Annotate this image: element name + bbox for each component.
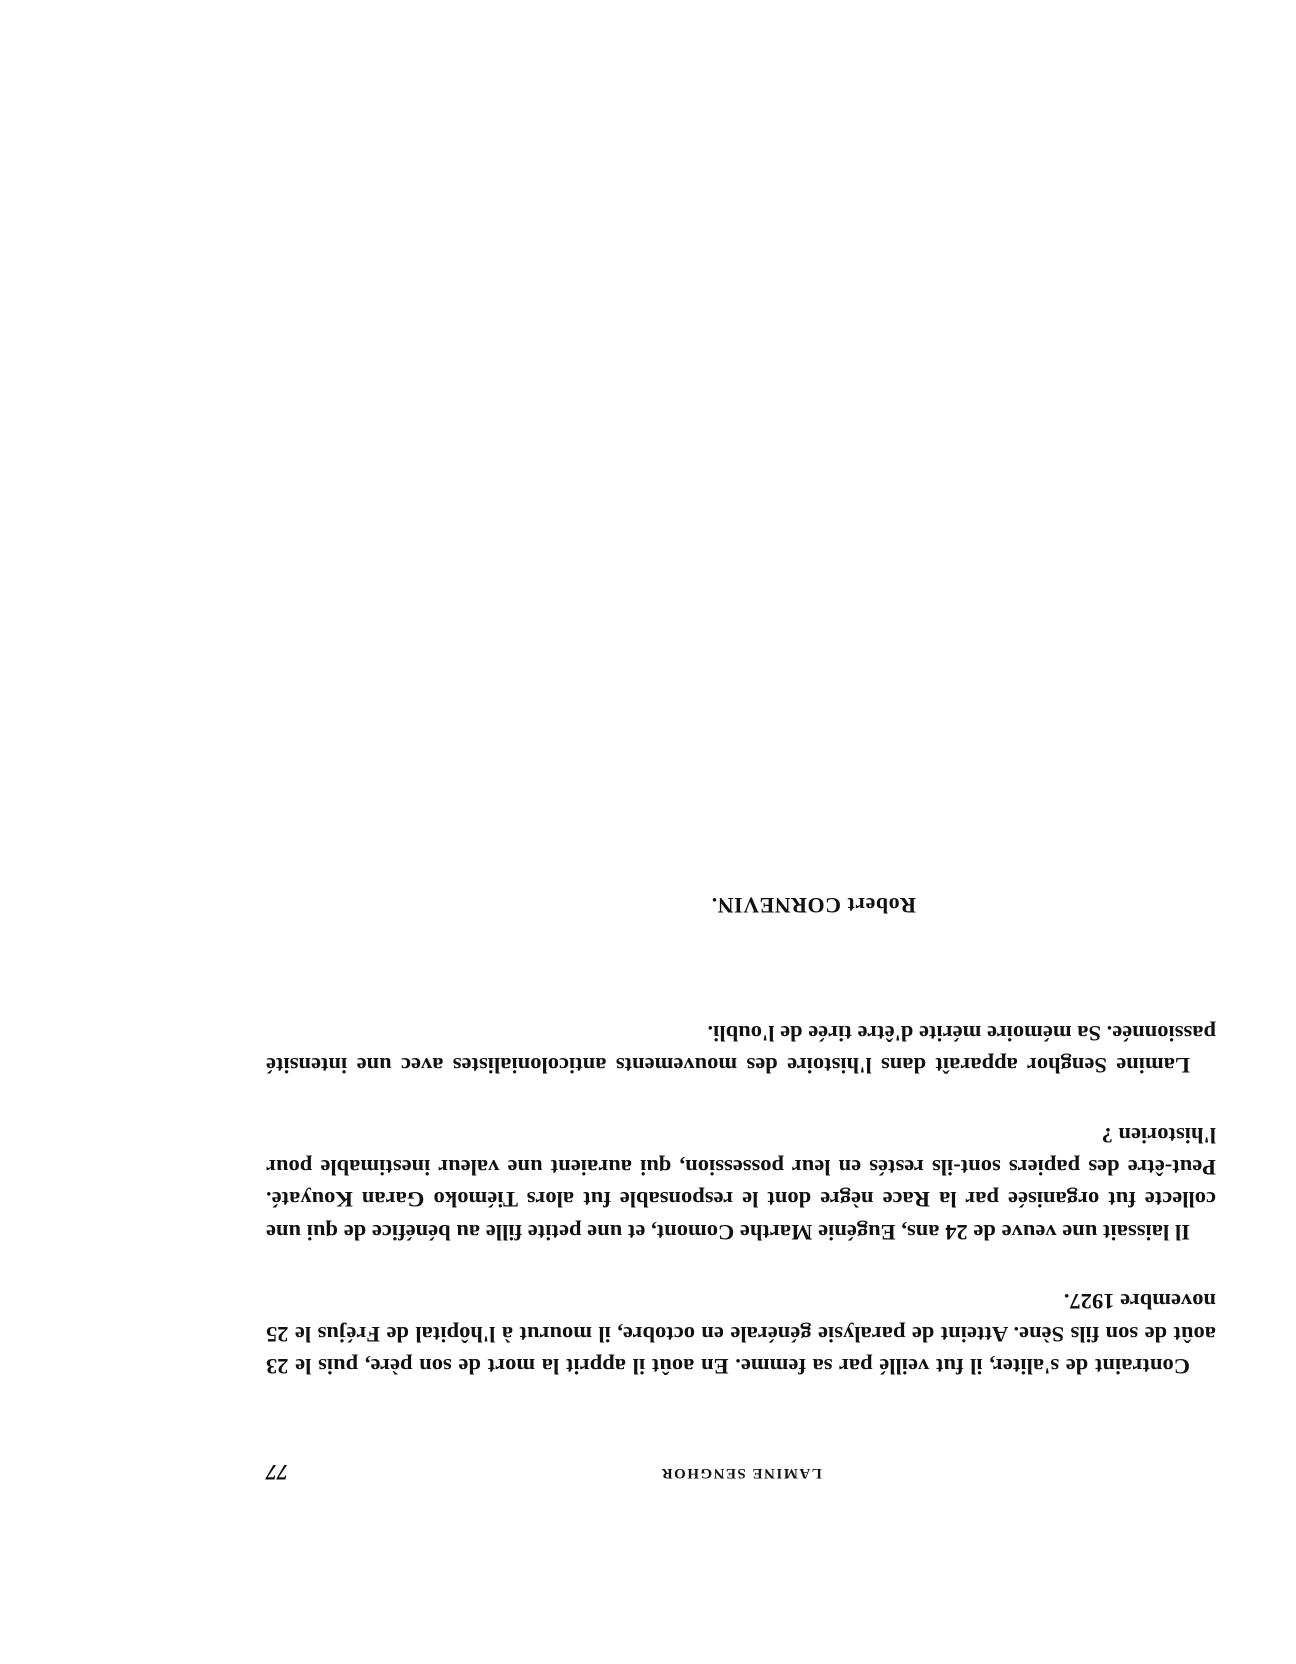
author-signature: Robert CORNEVIN. [711, 893, 916, 918]
paragraph-legacy: Lamine Senghor apparaît dans l'histoire des mouvements anticolonialistes avec une intensité passionnée. Sa mémoire mérite d'être tirée de l'oubli. [266, 1020, 1216, 1079]
page-number: 77 [266, 1460, 288, 1485]
paragraph-illness-death: Contraint de s'aliter, il fut veillé par sa femme. En août il apprit la mort de son père, puis le 23 août de son fils Sène. Atteint de paralysie générale en octobre, il mourut à l'hôpital de Fréjus le 25 novembre 1927. [266, 1289, 1216, 1379]
running-title: LAMINE SENGHOR [660, 1465, 822, 1481]
paragraph-widow: Il laissait une veuve de 24 ans, Eugénie Marthe Comont, et une petite fille au bénéfice de qui une collecte fut organisée par la Race nègre dont le responsable fut alors Tiémoko Garan Kouyaté. Peut-être des papiers sont-ils restés en leur possession, qui auraient une valeur inestimable pour l'historien ? [266, 1122, 1216, 1245]
running-head [266, 1449, 1216, 1485]
body-text [266, 979, 1216, 1382]
